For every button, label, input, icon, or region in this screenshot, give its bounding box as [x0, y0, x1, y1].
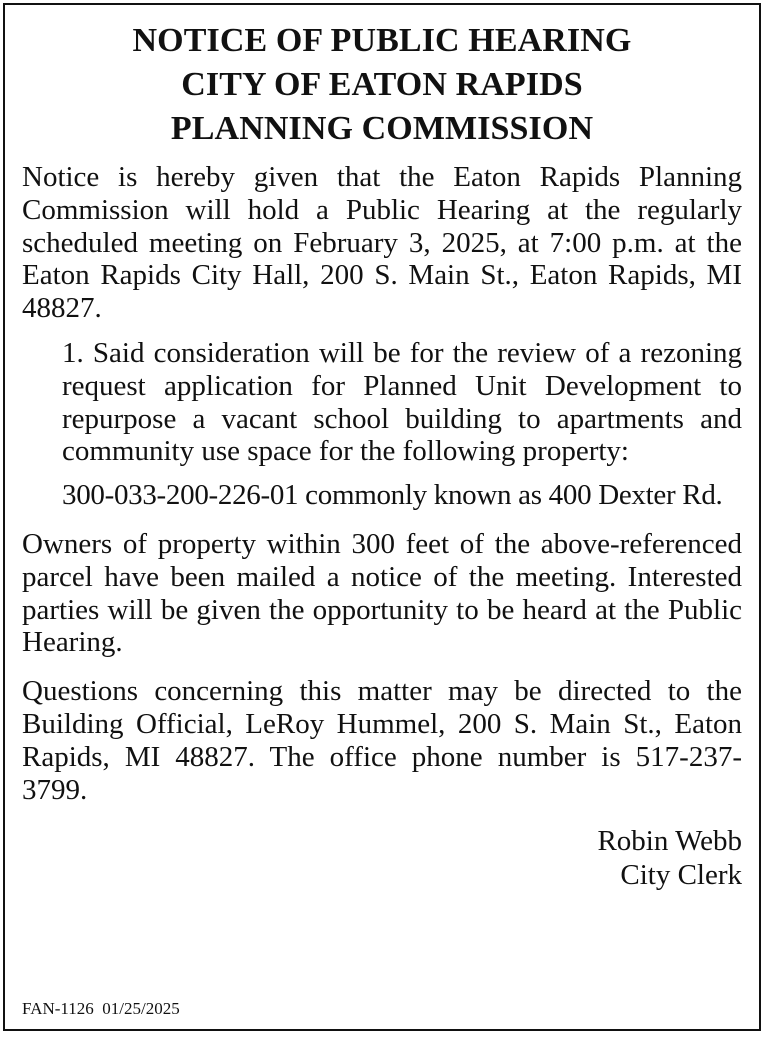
- signature-block: [22, 824, 742, 892]
- notice-footer: [22, 999, 180, 1019]
- notice-title: [22, 19, 742, 151]
- title-line-3: PLANNING COMMISSION: [170, 110, 594, 147]
- title-line-2: CITY OF EATON RAPIDS: [181, 66, 583, 103]
- footer-date: 01/25/2025: [102, 999, 180, 1018]
- public-hearing-notice: [3, 3, 761, 1031]
- title-line-1: NOTICE OF PUBLIC HEARING: [132, 22, 632, 59]
- questions-paragraph: Questions concerning this matter may be directed to the Building Official, LeRoy Hummel, 200 S. Main St., Eaton Rapids, MI 48827. The office phone number is 517-237-3799.: [22, 675, 742, 806]
- signatory-name: Robin Webb: [597, 825, 742, 858]
- footer-code: FAN-1126: [22, 999, 94, 1018]
- consideration-item: 1. Said consideration will be for the review of a rezoning request application for Planned Unit Development to repurpose a vacant school building to apartments and community use space for the following property:: [62, 336, 742, 468]
- parcel-reference: 300-033-200-226-01 commonly known as 400 Dexter Rd.: [62, 479, 723, 512]
- intro-paragraph: Notice is hereby given that the Eaton Rapids Planning Commission will hold a Public Hearing at the regularly scheduled meeting on February 3, 2025, at 7:00 p.m. at the Eaton Rapids City Hall, 200 S. Main St., Eaton Rapids, MI 48827.: [22, 161, 742, 325]
- signatory-title: City Clerk: [620, 859, 742, 892]
- owners-paragraph: Owners of property within 300 feet of the above-referenced parcel have been mailed a notice of the meeting. Interested parties will be given the opportunity to be heard at the Public Hearing.: [22, 527, 742, 659]
